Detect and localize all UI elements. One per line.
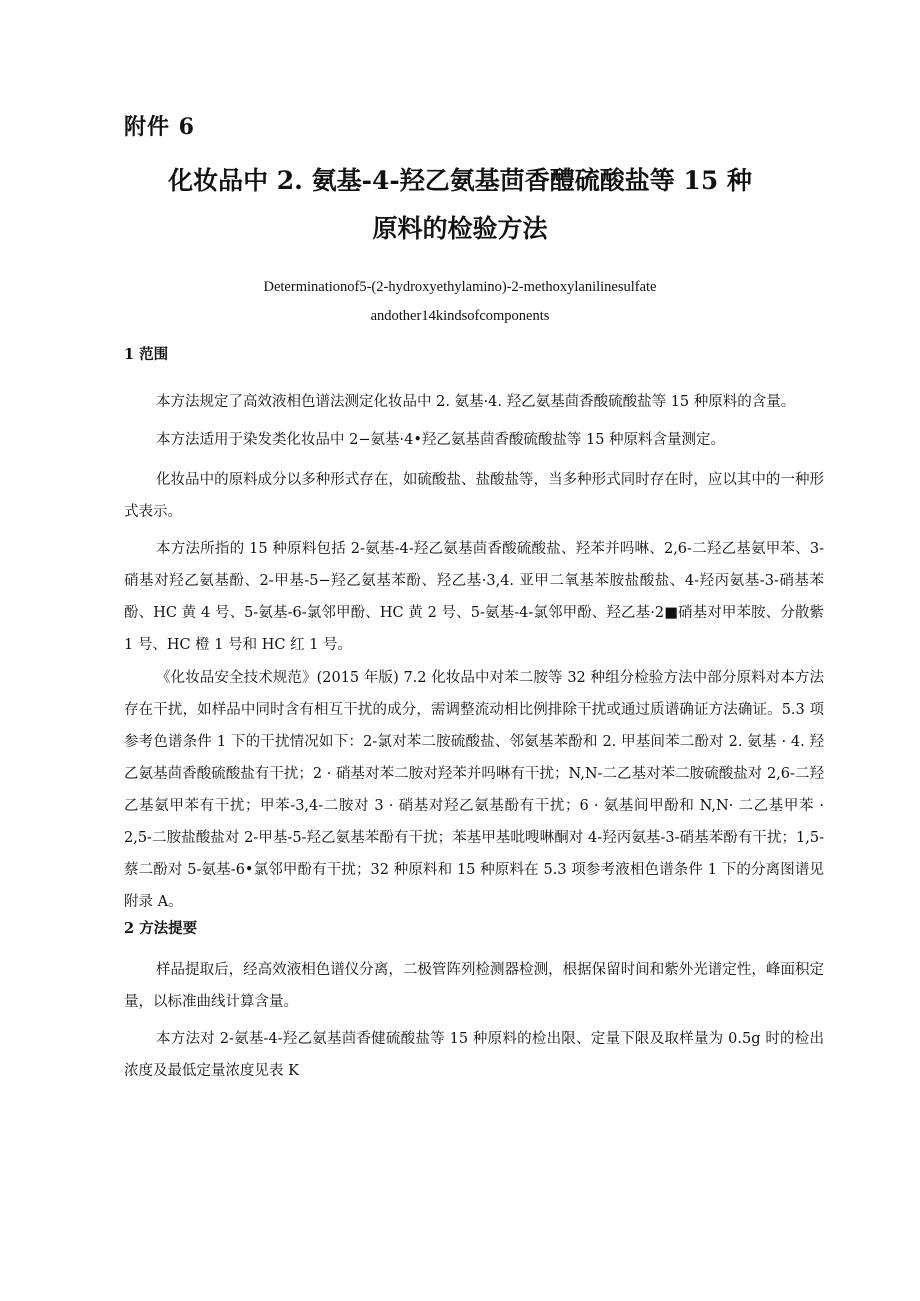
section-2-paragraph-1: 样品提取后，经高效液相色谱仪分离，二极管阵列检测器检测，根据保留时间和紫外光谱定性，峰面积定量，以标准曲线计算含量。 <box>124 962 824 1010</box>
section-1-paragraph-3: 化妆品中的原料成分以多种形式存在，如硫酸盐、盐酸盐等，当多种形式同时存在时，应以其中的一种形式表示。 <box>124 472 824 520</box>
section-1-heading: 1 范围 <box>124 346 169 363</box>
english-title-line-2: andother14kindsofcomponents <box>370 308 550 324</box>
section-1-paragraph-4: 本方法所指的 15 种原料包括 2-氨基-4-羟乙氨基茴香酸硫酸盐、羟苯并吗啉、2,6-二羟乙基氨甲苯、3-硝基对羟乙氨基酚、2-甲基-5−羟乙氨基苯酚、羟乙基·3,4. 亚甲二氧基苯胺盐酸盐、4-羟丙氨基-3-硝基苯酚、HC 黄 4 号、5-氨基-6-氯邻甲酚、HC 黄 2 号、5-氨基-4-氯邻甲酚、羟乙基·2■硝基对甲苯胺、分散紫 1 号、HC 橙 1 号和 HC 红 1 号。 <box>124 541 824 653</box>
annex-label: 附件 6 <box>124 114 195 140</box>
section-1-paragraph-2: 本方法适用于染发类化妆品中 2−氨基·4•羟乙氨基茴香酸硫酸盐等 15 种原料含量测定。 <box>156 432 726 448</box>
document-title-line-1: 化妆品中 2. 氨基-4-羟乙氨基茴香醴硫酸盐等 15 种 <box>168 166 752 195</box>
section-1-paragraph-5: 《化妆品安全技术规范》(2015 年版) 7.2 化妆品中对苯二胺等 32 种组分检验方法中部分原料对本方法存在干扰，如样品中同时含有相互干扰的成分，需调整流动相比例排除干扰或通过质谱确证方法确证。5.3 项参考色谱条件 1 下的干扰情况如下：2-氯对苯二胺硫酸盐、邻氨基苯酚和 2. 甲基间苯二酚对 2. 氨基 · 4. 羟乙氨基茴香酸硫酸盐有干扰；2 · 硝基对苯二胺对羟苯并吗啉有干扰；N,N-二乙基对苯二胺硫酸盐对 2,6-二羟乙基氨甲苯有干扰；甲苯-3,4-二胺对 3 · 硝基对羟乙氨基酚有干扰；6 · 氨基间甲酚和 N,N· 二乙基甲苯 · 2,5-二胺盐酸盐对 2-甲基-5-羟乙氨基苯酚有干扰；苯基甲基吡嗖啉酮对 4-羟丙氨基-3-硝基苯酚有干扰；1,5-蔡二酚对 5-氨基-6•氯邻甲酚有干扰；32 种原料和 15 种原料在 5.3 项参考液相色谱条件 1 下的分离图谱见附录 A。 <box>124 670 824 910</box>
section-2-heading: 2 方法提要 <box>124 920 198 937</box>
english-title-line-1: Determinationof5-(2-hydroxyethylamino)-2-methoxylanilinesulfate <box>263 279 657 295</box>
document-title-line-2: 原料的检验方法 <box>372 214 548 243</box>
section-2-paragraph-2: 本方法对 2-氨基-4-羟乙氨基茴香健硫酸盐等 15 种原料的检出限、定量下限及取样量为 0.5g 时的检出浓度及最低定量浓度见表 K <box>124 1031 824 1079</box>
section-1-paragraph-1: 本方法规定了高效液相色谱法测定化妆品中 2. 氨基·4. 羟乙氨基茴香酸硫酸盐等 15 种原料的含量。 <box>156 394 796 410</box>
